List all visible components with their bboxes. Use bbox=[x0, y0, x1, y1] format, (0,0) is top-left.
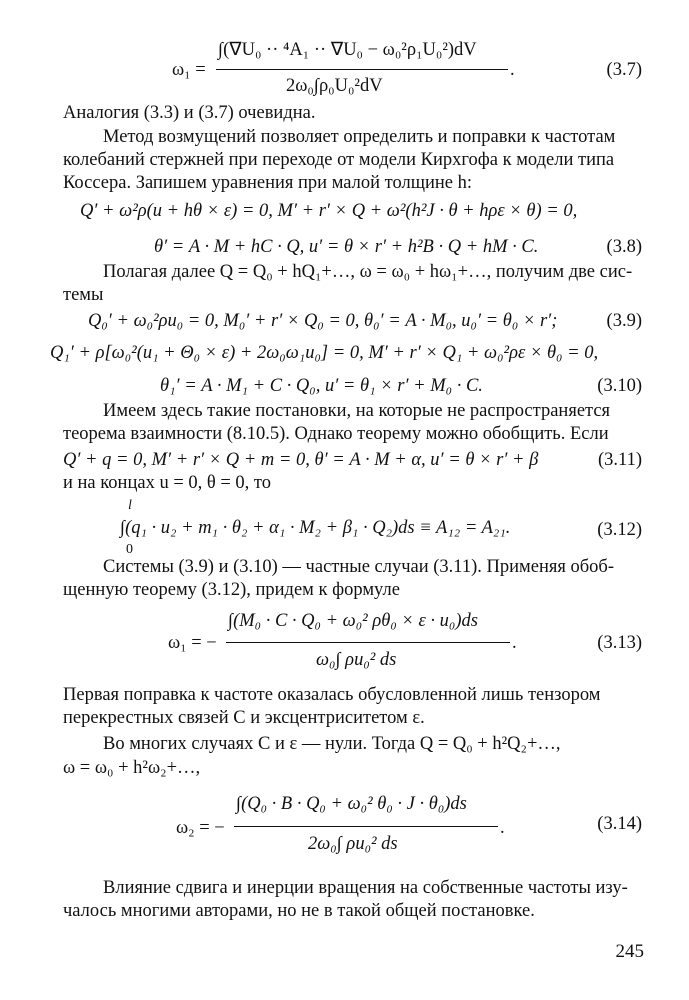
eq-3-10-line2: θ₁′ = A · M₁ + C · Q₀, u′ = θ₁ × r′ + M₀ · C. bbox=[160, 376, 483, 396]
eq-3-8-line1: Q′ + ω²ρ(u + hθ × ε) = 0, M′ + r′ × Q + ω²(h²J · θ + hρε × θ) = 0, bbox=[80, 201, 578, 221]
eq-3-11-number: (3.11) bbox=[597, 450, 642, 470]
eq-3-13-fraction-bar bbox=[226, 642, 510, 643]
paragraph-boundary: и на концах u = 0, θ = 0, то bbox=[63, 473, 272, 493]
eq-3-9-number: (3.9) bbox=[606, 311, 642, 331]
page-number: 245 bbox=[615, 941, 644, 962]
eq-3-14-lhs: ω₂ = − bbox=[176, 818, 225, 838]
eq-3-14-numerator: ∫(Q₀ · B · Q₀ + ω₀² θ₀ · J · θ₀)ds bbox=[236, 794, 467, 814]
eq-3-7-numerator: ∫(∇U₀ ·· ⁴A₁ ·· ∇U₀ − ω₀²ρ₁U₀²)dV bbox=[218, 40, 477, 60]
eq-3-13-tail: . bbox=[512, 633, 517, 653]
eq-3-7-fraction-bar bbox=[216, 69, 508, 70]
eq-3-13-numerator: ∫(M₀ · C · Q₀ + ω₀² ρθ₀ × ε · u₀)ds bbox=[228, 611, 478, 631]
eq-3-14-denominator: 2ω₀∫ ρu₀² ds bbox=[308, 834, 398, 854]
eq-3-14-number: (3.14) bbox=[597, 814, 642, 834]
eq-3-13-lhs: ω₁ = − bbox=[168, 633, 217, 653]
eq-3-13-denominator: ω₀∫ ρu₀² ds bbox=[316, 650, 397, 670]
eq-3-8-line2: θ′ = A · M + hC · Q, u′ = θ × r′ + h²B · Q + hM · C. bbox=[154, 237, 539, 257]
eq-3-7-denominator: 2ω₀∫ρ₀U₀²dV bbox=[286, 76, 383, 96]
book-page: ω₁ = ∫(∇U₀ ·· ⁴A₁ ·· ∇U₀ − ω₀²ρ₁U₀²)dV 2ω₀∫ρ₀U₀²dV . (3.7) Аналогия (3.3) и (3.7) очевидна. Метод возмущений позволяет определить и поправки к частотам колебаний стержней при переходе от модели Кирхгофа к модели типа Коссера. Запишем уравнения при малой толщине h: Q′ + ω²ρ(u + hθ × ε) = 0, M′ + r′ × Q + ω²(h²J · θ + hρε × θ) = 0, θ′ = A · M + hC · Q, u′ = θ × r′ + h²B · Q + hM · C. (3.8) Полагая далее Q = Q₀ + hQ₁+…, ω = ω₀ + hω₁+…, получим две сис- темы Q₀′ + ω₀²ρu₀ = 0, M₀′ + r′ × Q₀ = 0, θ₀′ = A · M₀, u₀′ = θ₀ × r′; (3.9) Q₁′ + ρ[ω₀²(u₁ + Θ₀ × ε) + 2ω₀ω₁u₀] = 0, M′ + r′ × Q₁ + ω₀²ρε × θ₀ = 0, θ₁′ = A · M₁ + C · Q₀, u′ = θ₁ × r′ + M₀ · C. (3.10) Имеем здесь такие постановки, на которые не распространяется теорема взаимности (8.10.5). Однако теорему можно обобщить. Если Q′ + q = 0, M′ + r′ × Q + m = 0, θ′ = A · M + α, u′ = θ × r′ + β (3.11) и на концах u = 0, θ = 0, то l ∫(q₁ · u₂ + m₁ · θ₂ + α₁ · M₂ + β₁ · Q₂)ds ≡ A₁₂ = A₂₁. 0 (3.12) Системы (3.9) и (3.10) — частные случаи (3.11). Применяя обоб- щенную теорему (3.12), придем к формуле ω₁ = − ∫(M₀ · C · Q₀ + ω₀² ρθ₀ × ε · u₀)ds ω₀∫ ρu₀² ds . (3.13) Первая поправка к частоте оказалась обусловленной лишь тензором перекрестных связей C и эксцентриситетом ε. Во многих случаях C и ε — нули. Тогда Q = Q₀ + h²Q₂+…, ω = ω₀ + h²ω₂+…, ω₂ = − ∫(Q₀ · B · Q₀ + ω₀² θ₀ · J · θ₀)ds 2ω₀∫ ρu₀² ds . (3.14) Влияние сдвига и инерции вращения на собственные частоты изу- чалось многими авторами, но не в такой общей постановке. 245 bbox=[50, 40, 644, 962]
paragraph-analogy: Аналогия (3.3) и (3.7) очевидна. bbox=[63, 103, 316, 123]
eq-3-7-lhs: ω₁ = bbox=[172, 60, 206, 80]
eq-3-7-number: (3.7) bbox=[606, 60, 642, 80]
eq-3-12-upper-limit: l bbox=[128, 498, 132, 513]
eq-3-10-line1: Q₁′ + ρ[ω₀²(u₁ + Θ₀ × ε) + 2ω₀ω₁u₀] = 0, M′ + r′ × Q₁ + ω₀²ρε × θ₀ = 0, bbox=[50, 343, 599, 363]
eq-3-14-fraction-bar bbox=[234, 826, 498, 827]
eq-3-12-body: ∫(q₁ · u₂ + m₁ · θ₂ + α₁ · M₂ + β₁ · Q₂)ds ≡ A₁₂ = A₂₁. bbox=[120, 518, 511, 538]
eq-3-11-line: Q′ + q = 0, M′ + r′ × Q + m = 0, θ′ = A · M + α, u′ = θ × r′ + β bbox=[63, 450, 539, 470]
eq-3-9-line: Q₀′ + ω₀²ρu₀ = 0, M₀′ + r′ × Q₀ = 0, θ₀′ = A · M₀, u₀′ = θ₀ × r′; bbox=[88, 311, 558, 331]
eq-3-12-lower-limit: 0 bbox=[126, 542, 133, 557]
eq-3-13-number: (3.13) bbox=[597, 633, 642, 653]
eq-3-14-tail: . bbox=[500, 818, 505, 838]
eq-3-10-number: (3.10) bbox=[597, 376, 642, 396]
eq-3-7-tail: . bbox=[510, 60, 515, 80]
eq-3-12-number: (3.12) bbox=[597, 520, 642, 540]
eq-3-8-number: (3.8) bbox=[606, 237, 642, 257]
